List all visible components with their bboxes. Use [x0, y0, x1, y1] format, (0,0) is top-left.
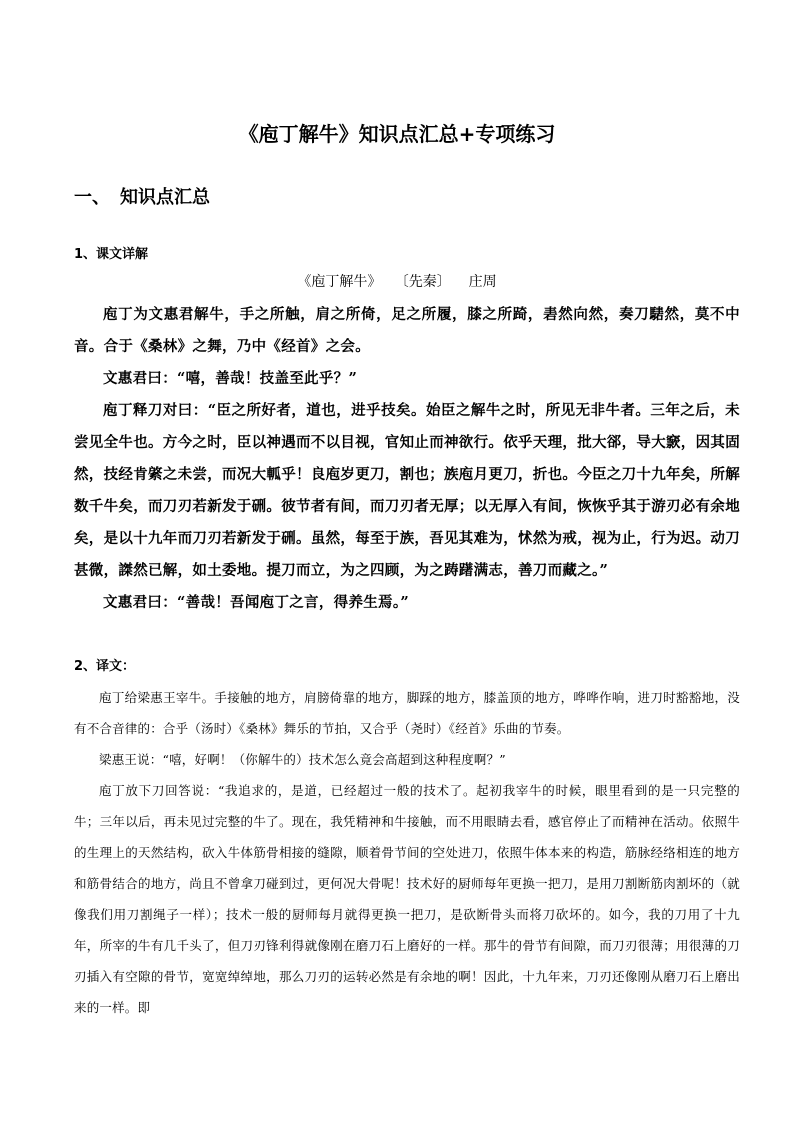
- document-title: 《庖丁解牛》知识点汇总+专项练习: [238, 122, 556, 146]
- section-number: 一、: [74, 187, 110, 208]
- original-paragraph: 庖丁为文惠君解牛，手之所触，肩之所倚，足之所履，膝之所踦，砉然向然，奏刀騞然，莫不中音。合于《桑林》之舞，乃中《经首》之会。: [74, 306, 740, 355]
- original-text: [74, 299, 740, 619]
- original-paragraph: 文惠君曰：“嘻，善哉！技盖至此乎？”: [103, 370, 358, 387]
- original-paragraph: 庖丁释刀对曰：“臣之所好者，道也，进乎技矣。始臣之解牛之时，所见无非牛者。三年之后，未尝见全牛也。方今之时，臣以神遇而不以目视，官知止而神欲行。依乎天理，批大郤，导大窾，因其固然，技经肯綮之未尝，而况大軱乎！良庖岁更刀，割也；族庖月更刀，折也。今臣之刀十九年矣，所解数千牛矣，而刀刃若新发于硎。彼节者有间，而刀刃者无厚；以无厚入有间，恢恢乎其于游刃必有余地矣，是以十九年而刀刃若新发于硎。虽然，每至于族，吾见其难为，怵然为戒，视为止，行为迟。动刀甚微，謋然已解，如土委地。提刀而立，为之四顾，为之踌躇满志，善刀而藏之。”: [74, 402, 740, 579]
- section-label: 知识点汇总: [120, 187, 210, 208]
- translation-paragraph: 梁惠王说：“嘻，好啊！（你解牛的）技术怎么竟会高超到这种程度啊？”: [99, 752, 506, 767]
- poem-header: 《庖丁解牛》 〔先秦〕 庄周: [297, 274, 497, 290]
- translation-paragraph: 庖丁放下刀回答说：“我追求的，是道，已经超过一般的技术了。起初我宰牛的时候，眼里看到的是一只完整的牛；三年以后，再未见过完整的牛了。现在，我凭精神和牛接触，而不用眼睛去看，感官停止了而精神在活动。依照牛的生理上的天然结构，砍入牛体筋骨相接的缝隙，顺着骨节间的空处进刀，依照牛体本来的构造，筋脉经络相连的地方和筋骨结合的地方，尚且不曾拿刀碰到过，更何况大骨呢！技术好的厨师每年更换一把刀，是用刀割断筋肉割坏的（就像我们用刀割绳子一样）；技术一般的厨师每月就得更换一把刀，是砍断骨头而将刀砍坏的。如今，我的刀用了十九年，所宰的牛有几千头了，但刀刃锋利得就像刚在磨刀石上磨好的一样。那牛的骨节有间隙，而刀刃很薄；用很薄的刀刃插入有空隙的骨节，宽宽绰绰地，那么刀刃的运转必然是有余地的啊！因此，十九年来，刀刃还像刚从磨刀石上磨出来的一样。即: [74, 783, 740, 1015]
- subsection-heading-text-detail: 1、课文详解: [74, 247, 149, 262]
- translation-text: [74, 682, 740, 1023]
- original-paragraph: 文惠君曰：“善哉！吾闻庖丁之言，得养生焉。”: [103, 594, 410, 611]
- subsection-heading-translation: 2、译文：: [74, 659, 136, 674]
- section-heading: [74, 183, 210, 209]
- translation-paragraph: 庖丁给梁惠王宰牛。手接触的地方，肩膀倚靠的地方，脚踩的地方，膝盖顶的地方，哗哗作响，进刀时豁豁地，没有不合音律的：合乎（汤时）《桑林》舞乐的节拍，又合乎（尧时）《经首》乐曲的节奏。: [74, 690, 740, 736]
